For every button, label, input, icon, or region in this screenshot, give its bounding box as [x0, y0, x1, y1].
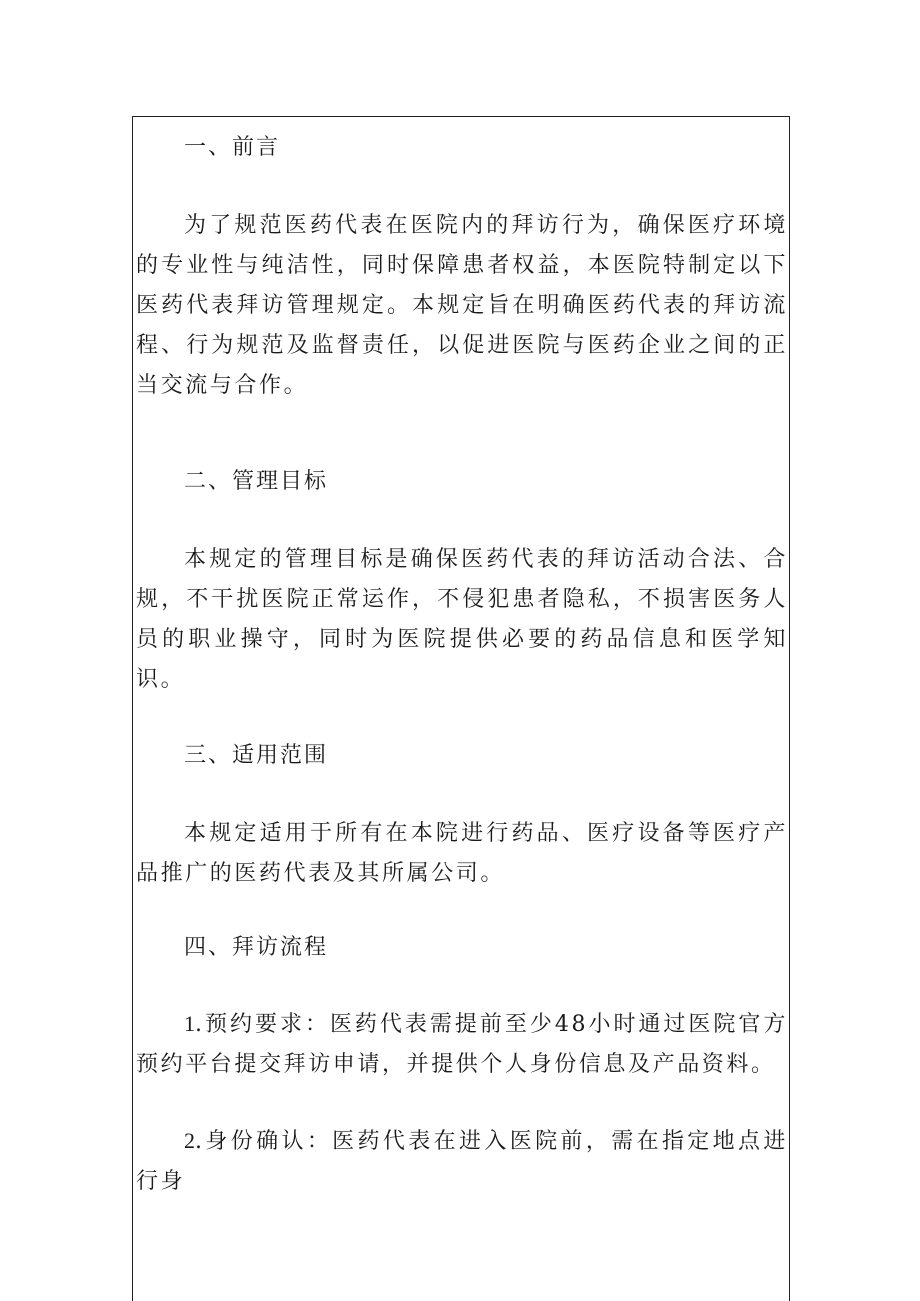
- section-heading-scope: 三、适用范围: [184, 743, 329, 768]
- process-item: [136, 1121, 788, 1202]
- process-item-text: .预约要求：医药代表需提前至少48小时通过医院官方预约平台提交拜访申请，并提供个人身份信息及产品资料。: [136, 1012, 788, 1077]
- process-item-number: 2: [184, 1128, 195, 1153]
- document-body: [136, 128, 788, 1202]
- section-body-goals: 本规定的管理目标是确保医药代表的拜访活动合法、合规，不干扰医院正常运作，不侵犯患者隐私，不损害医务人员的职业操守，同时为医院提供必要的药品信息和医学知识。: [136, 547, 788, 692]
- section-heading-goals: 二、管理目标: [184, 469, 329, 494]
- section-heading-preface: 一、前言: [184, 135, 281, 160]
- process-item-number: 1: [184, 1011, 195, 1036]
- section-body-preface: 为了规范医药代表在医院内的拜访行为，确保医疗环境的专业性与纯洁性，同时保障患者权益，本医院特制定以下医药代表拜访管理规定。本规定旨在明确医药代表的拜访流程、行为规范及监督责任，以促进医院与医药企业之间的正当交流与合作。: [136, 213, 788, 398]
- section-heading-process: 四、拜访流程: [184, 935, 329, 960]
- process-item-text: .身份确认：医药代表在进入医院前，需在指定地点进行身: [136, 1129, 788, 1194]
- process-item: [136, 1004, 788, 1085]
- section-body-scope: 本规定适用于所有在本院进行药品、医疗设备等医疗产品推广的医药代表及其所属公司。: [136, 821, 788, 886]
